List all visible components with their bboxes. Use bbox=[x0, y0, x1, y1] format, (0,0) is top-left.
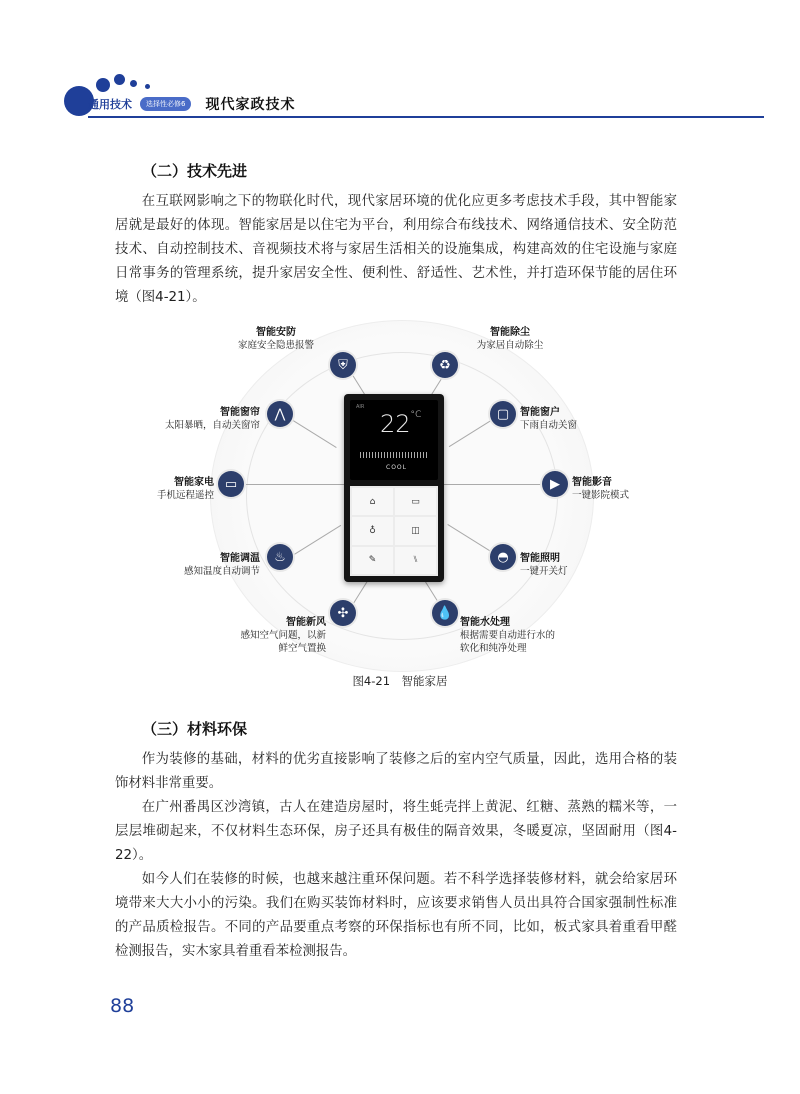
feature-label: 智能新风 感知空气问题，以新 鲜空气置换 bbox=[240, 617, 326, 654]
air-conditioner-icon: ▭ bbox=[218, 471, 244, 497]
page-number: 88 bbox=[110, 995, 135, 1017]
smart-home-figure bbox=[150, 318, 650, 668]
play-icon: ▶ bbox=[542, 471, 568, 497]
feature-label: 智能照明 一键开关灯 bbox=[520, 553, 568, 577]
paragraph-materials-2: 在广州番禺区沙湾镇，古人在建造房屋时，将生蚝壳拌上黄泥、红糖、蒸熟的糯米等，一层层堆砌起来，不仅材料生态环保，房子还具有极佳的隔音效果，冬暖夏凉，坚固耐用（图4-22）。 bbox=[115, 800, 677, 863]
page-header bbox=[0, 60, 800, 120]
robot-vacuum-icon: ♻ bbox=[432, 352, 458, 378]
section-title-materials: （三）材料环保 bbox=[142, 720, 248, 738]
paragraph-materials-3: 如今人们在装修的时候，也越来越注重环保问题。若不科学选择装修材料，就会给家居环境带来大大小小的污染。我们在购买装饰材料时，应该要求销售人员出具符合国家强制性标准的产品质检报告。不同的产品要重点考察的环保指标也有所不同，比如，板式家具着重看甲醛检测报告，实木家具着重看苯检测报告。 bbox=[115, 872, 677, 959]
header-bar bbox=[88, 94, 295, 114]
spoke-line bbox=[444, 484, 542, 485]
window-icon: ▢ bbox=[490, 401, 516, 427]
figure-caption: 图4-21 智能家居 bbox=[352, 674, 448, 688]
panel-screen bbox=[350, 400, 438, 480]
book-title: 现代家政技术 bbox=[205, 97, 296, 113]
feature-label: 智能安防 家庭安全隐患报警 bbox=[237, 327, 314, 351]
panel-air-label: AIR bbox=[356, 404, 365, 410]
feature-label: 智能水处理 根据需要自动进行水的 软化和纯净处理 bbox=[460, 617, 556, 654]
fan-icon: ✣ bbox=[330, 600, 356, 626]
section-title-tech: （二）技术先进 bbox=[142, 162, 248, 180]
home-icon: ⌂ bbox=[352, 488, 393, 515]
cup-icon: ◫ bbox=[395, 517, 436, 544]
decor-dot bbox=[145, 84, 150, 89]
feature-label: 智能影音 一键影院模式 bbox=[572, 477, 630, 501]
bulb-icon: ♁ bbox=[352, 517, 393, 544]
panel-temperature: $22^{^\circ C}$ bbox=[380, 410, 422, 438]
camera-icon: ▭ bbox=[395, 488, 436, 515]
curtain-icon: ⋀ bbox=[267, 401, 293, 427]
series-pill: 选择性必修6 bbox=[140, 97, 191, 111]
paragraph-tech: 在互联网影响之下的物联化时代，现代家居环境的优化应更多考虑技术手段，其中智能家居就是最好的体现。智能家居是以住宅为平台，利用综合布线技术、网络通信技术、安全防范技术、自动控制技术、音视频技术将与家居生活相关的设施集成，构建高效的住宅设施与家庭日常事务的管理系统，提升家居安全性、便利性、舒适性、艺术性，并打造环保节能的居住环境（图4-21）。 bbox=[115, 194, 677, 305]
shield-icon: ⛨ bbox=[330, 352, 356, 378]
decor-dot bbox=[130, 80, 137, 87]
decor-dot bbox=[96, 78, 110, 92]
header-divider bbox=[88, 116, 764, 118]
panel-temp-scale bbox=[360, 452, 428, 458]
brush-icon: ✎ bbox=[352, 547, 393, 574]
panel-keypad bbox=[350, 486, 438, 576]
spoke-line bbox=[246, 484, 344, 485]
feature-label: 智能窗帘 太阳暴晒，自动关窗帘 bbox=[164, 407, 260, 431]
feature-label: 智能除尘 为家居自动除尘 bbox=[476, 327, 544, 351]
feature-label: 智能家电 手机远程遥控 bbox=[156, 477, 214, 501]
dining-icon: ⑊ bbox=[395, 547, 436, 574]
feature-label: 智能窗户 下雨自动关窗 bbox=[520, 407, 578, 431]
lamp-icon: ◓ bbox=[490, 544, 516, 570]
water-drop-icon: 💧 bbox=[432, 600, 458, 626]
panel-mode: COOL bbox=[386, 464, 407, 471]
control-panel bbox=[344, 394, 444, 582]
feature-label: 智能调温 感知温度自动调节 bbox=[183, 553, 260, 577]
series-name: 通用技术 bbox=[88, 98, 132, 111]
decor-dot bbox=[114, 74, 125, 85]
paragraph-materials-1: 作为装修的基础，材料的优劣直接影响了装修之后的室内空气质量，因此，选用合格的装饰材料非常重要。 bbox=[115, 752, 677, 791]
heater-icon: ♨ bbox=[267, 544, 293, 570]
